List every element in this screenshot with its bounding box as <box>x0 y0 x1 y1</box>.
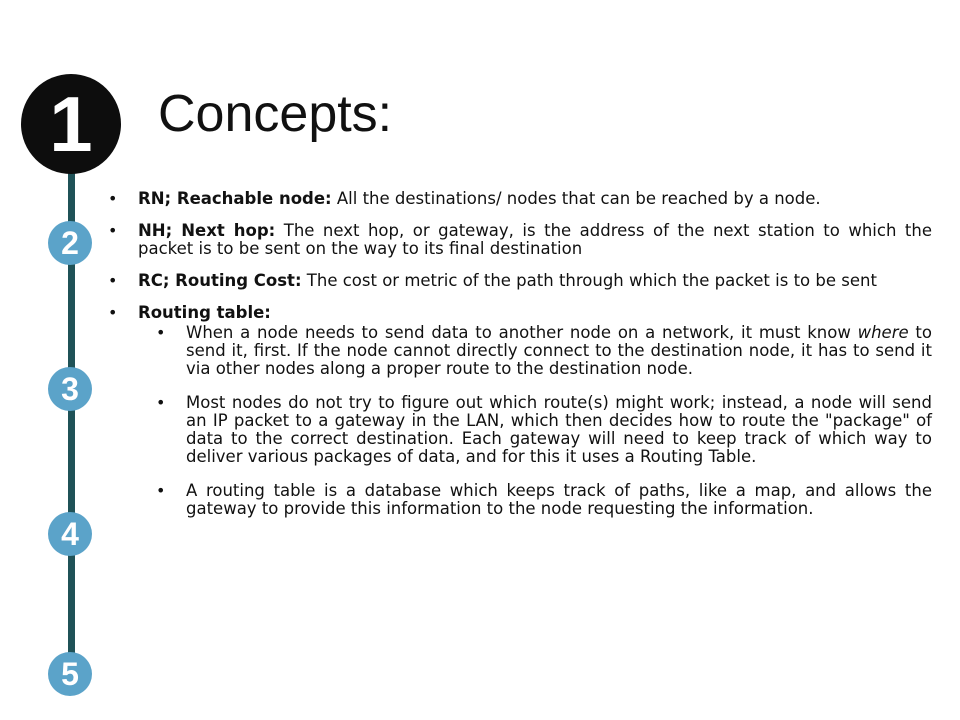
subpoint-text: A routing table is a database which keeps track of paths, like a map, and allows the gateway to provide this information to the node requesting the information. <box>186 481 932 518</box>
subpoint-routing-table-db <box>138 482 932 518</box>
bullet-routing-table <box>102 304 932 518</box>
subpoint-emphasis: where <box>857 323 909 342</box>
bullet-routing-cost <box>102 272 932 290</box>
routing-table-subpoints <box>138 324 932 518</box>
step-5[interactable]: 5 <box>48 652 92 696</box>
definition-text: All the destinations/ nodes that can be reached by a node. <box>336 189 821 208</box>
term-label: RN; Reachable node: <box>138 189 332 208</box>
definition-text: The cost or metric of the path through which the packet is to be sent <box>306 271 877 290</box>
subpoint-gateway <box>138 394 932 466</box>
page-title: Concepts: <box>158 85 393 143</box>
term-label: Routing table: <box>138 303 271 322</box>
definition-text: The next hop, or gateway, is the address of the next station to which the packet is to be sent on the way to its final destination <box>138 221 932 258</box>
step-3[interactable]: 3 <box>48 367 92 411</box>
bullet-reachable-node <box>102 190 932 208</box>
bullet-next-hop <box>102 222 932 258</box>
subpoint-text: Most nodes do not try to figure out which route(s) might work; instead, a node will send an IP packet to a gateway in the LAN, which then decides how to route the "package" of data to the correct destination. Each gateway will need to keep track of which way to deliver various packages of data, and for this it uses a Routing Table. <box>186 393 932 466</box>
subpoint-text-post: to send it, first. If the node cannot directly connect to the destination node, it has to send it via other nodes along a proper route to the destination node. <box>186 323 932 378</box>
step-2[interactable]: 2 <box>48 221 92 265</box>
content-body <box>102 190 932 518</box>
term-label: NH; Next hop: <box>138 221 276 240</box>
step-4[interactable]: 4 <box>48 512 92 556</box>
step-1-current[interactable]: 1 <box>21 74 121 174</box>
subpoint-text-pre: When a node needs to send data to another node on a network, it must know <box>186 323 851 342</box>
subpoint-where-to-send <box>138 324 932 378</box>
term-label: RC; Routing Cost: <box>138 271 302 290</box>
